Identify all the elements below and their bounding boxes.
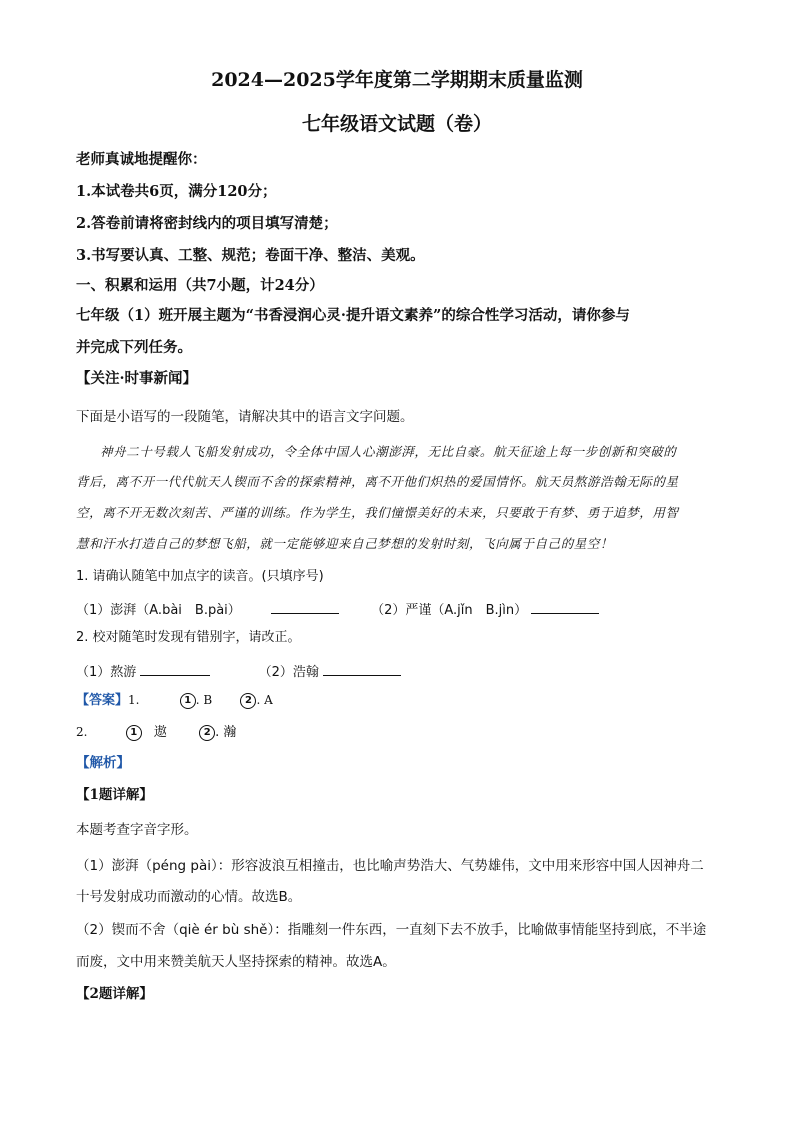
analysis-text: 本题考查字音字形。 [76, 822, 198, 838]
analysis-subheading: 【1题详解】 [76, 787, 153, 803]
notice-item: 1.本试卷共6页，满分120分； [76, 183, 277, 200]
section-heading: 一、积累和运用（共7小题，计24分） [76, 277, 324, 294]
question-1-part-2: （2）严谨（A.jǐn B.jìn） [371, 603, 528, 618]
answer-blank[interactable] [140, 659, 210, 676]
answer-row-1 [76, 690, 273, 711]
analysis-text: （2）锲而不舍（qiè ér bù shě）：指雕刻一件东西，一直刻下去不放手，比喻做事情能坚持到底，不半途 [76, 922, 707, 938]
question-2-parts [76, 659, 401, 683]
passage-line: 背后，离不开一代代航天人锲而不舍的探索精神，离不开他们炽热的爱国情怀。航天员熬游浩翰无际的星 [76, 474, 679, 489]
passage-line: 神舟二十号载人飞船发射成功，令全体中国人心潮澎湃，无比自豪。航天征途上每一步创新和突破的 [100, 444, 677, 459]
analysis-subheading: 【2题详解】 [76, 986, 153, 1002]
answer-number: 2. [76, 725, 88, 739]
activity-intro: 并完成下列任务。 [76, 339, 192, 356]
notice-heading: 老师真诚地提醒你： [76, 151, 207, 168]
topic-tag: 【关注·时事新闻】 [76, 370, 198, 387]
question-1-prompt: 1. 请确认随笔中加点字的读音。(只填序号) [76, 569, 324, 584]
exam-subtitle: 七年级语文试题（卷） [301, 113, 492, 135]
circled-number: 2 [199, 725, 215, 741]
exam-title: 2024—2025学年度第二学期期末质量监测 [211, 69, 583, 91]
notice-item: 3.书写要认真、工整、规范；卷面干净、整洁、美观。 [76, 247, 425, 264]
passage-line: 空，离不开无数次刻苦、严谨的训练。作为学生，我们憧憬美好的未来，只要敢于有梦、勇于追梦，用智 [76, 505, 679, 520]
notice-item: 2.答卷前请将密封线内的项目填写清楚； [76, 215, 338, 232]
question-1-parts [76, 597, 599, 621]
answer-value: 遨 [153, 725, 167, 740]
analysis-tag: 【解析】 [76, 755, 130, 771]
answer-value: . B [195, 693, 213, 707]
circled-number: 1 [126, 725, 142, 741]
answer-blank[interactable] [323, 659, 401, 676]
answer-blank[interactable] [271, 597, 339, 614]
circled-number: 1 [180, 693, 196, 709]
activity-intro: 七年级（1）班开展主题为“书香浸润心灵·提升语文素养”的综合性学习活动，请你参与 [76, 307, 630, 324]
answer-blank[interactable] [531, 597, 599, 614]
analysis-text: 十号发射成功而激动的心情。故选B。 [76, 889, 302, 905]
answer-tag: 【答案】 [76, 693, 129, 708]
analysis-text: 而废，文中用来赞美航天人坚持探索的精神。故选A。 [76, 954, 396, 970]
question-2-part-2: （2）浩翰 [258, 665, 319, 680]
question-2-prompt: 2. 校对随笔时发现有错别字，请改正。 [76, 630, 301, 645]
question-2-part-1: （1）熬游 [76, 665, 137, 680]
question-1-part-1: （1）澎湃（A.bài B.pài） [76, 603, 241, 618]
answer-row-2 [76, 722, 236, 743]
answer-number: 1. [128, 693, 140, 707]
answer-value: . A [256, 693, 273, 707]
answer-value: . 瀚 [215, 725, 237, 740]
passage-lead: 下面是小语写的一段随笔，请解决其中的语言文字问题。 [76, 409, 414, 425]
passage-line: 慧和汗水打造自己的梦想飞船，就一定能够迎来自己梦想的发射时刻，飞向属于自己的星空！ [76, 536, 614, 551]
analysis-text: （1）澎湃（péng pài）：形容波浪互相撞击，也比喻声势浩大、气势雄伟，文中用来形容中国人因神舟二 [76, 858, 704, 874]
circled-number: 2 [240, 693, 256, 709]
